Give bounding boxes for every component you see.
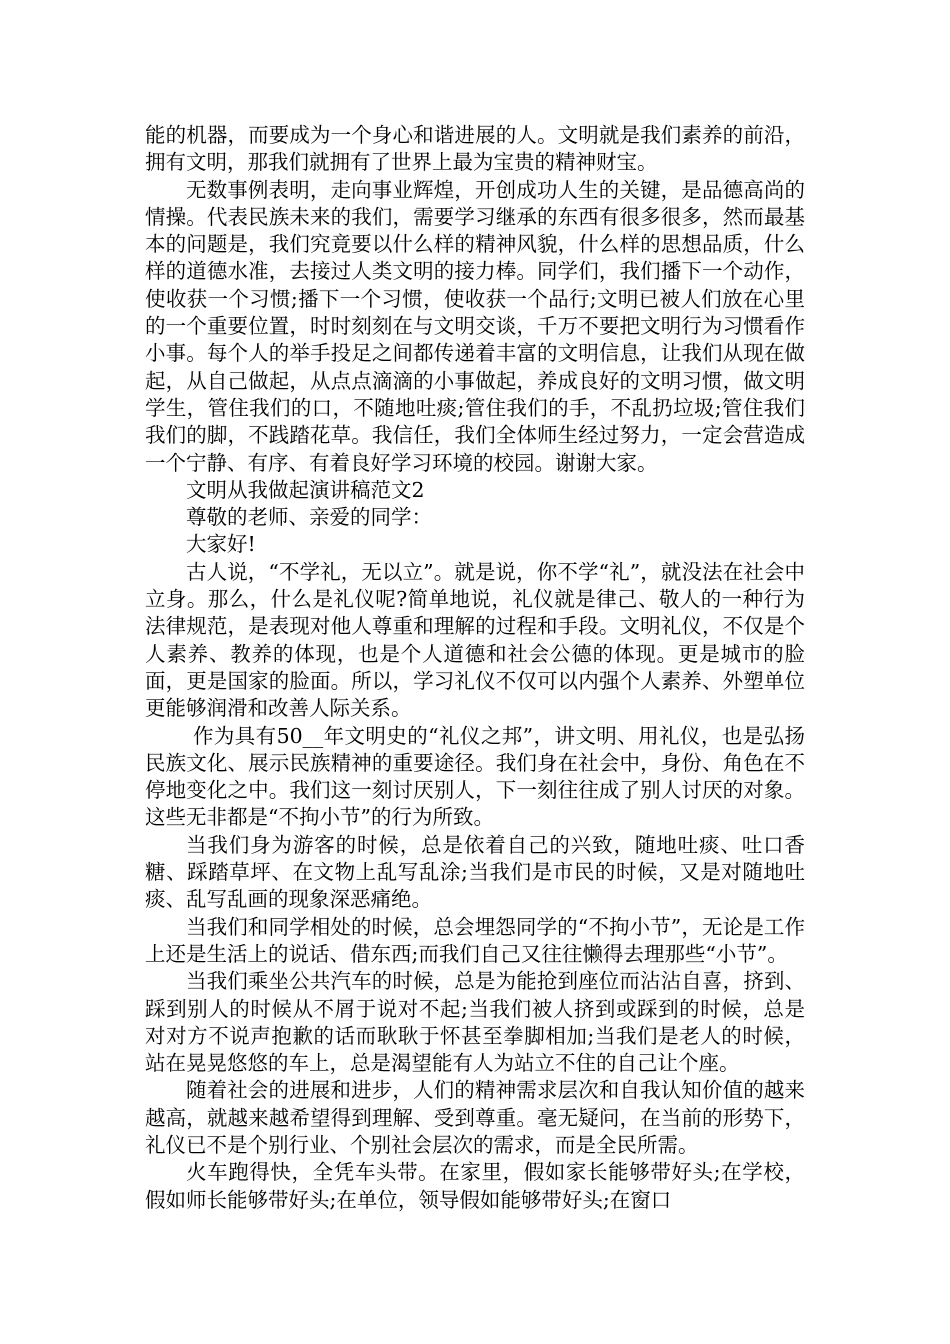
paragraph: 作为具有50__年文明史的“礼仪之邦”，讲文明、用礼仪，也是弘扬民族文化、展示民族精神的重要途径。我们身在社会中，身份、角色在不停地变化之中。我们这一刻讨厌别人，下一刻往往成了别人讨厌的对象。这些无非都是“不拘小节”的行为所致。 xyxy=(145,723,805,830)
paragraph: 当我们身为游客的时候，总是依着自己的兴致，随地吐痰、吐口香糖、踩踏草坪、在文物上乱写乱涂;当我们是市民的时候，又是对随地吐痰、乱写乱画的现象深恶痛绝。 xyxy=(145,832,805,912)
paragraph: 当我们和同学相处的时候，总会埋怨同学的“不拘小节”，无论是工作上还是生活上的说话、借东西;而我们自己又往往懒得去理那些“小节”。 xyxy=(145,914,805,966)
paragraph: 能的机器，而要成为一个身心和谐进展的人。文明就是我们素养的前沿，拥有文明，那我们就拥有了世界上最为宝贵的精神财宝。 xyxy=(145,123,805,175)
paragraph: 随着社会的进展和进步，人们的精神需求层次和自我认知价值的越来越高，就越来越希望得到理解、受到尊重。毫无疑问，在当前的形势下，礼仪已不是个别行业、个别社会层次的需求，而是全民所需。 xyxy=(145,1078,805,1157)
section-title: 文明从我做起演讲稿范文2 xyxy=(186,477,425,502)
paragraph: 火车跑得快，全凭车头带。在家里，假如家长能够带好头;在学校，假如师长能够带好头;在单位，领导假如能够带好头;在窗口 xyxy=(145,1160,805,1212)
greeting: 大家好! xyxy=(186,532,256,557)
paragraph: 古人说，“不学礼，无以立”。就是说，你不学“礼”，就没法在社会中立身。那么，什么是礼仪呢?简单地说，礼仪就是律己、敬人的一种行为法律规范，是表现对他人尊重和理解的过程和手段。文明礼仪，不仅是个人素养、教养的体现，也是个人道德和社会公德的体现。更是城市的脸面，更是国家的脸面。所以，学习礼仪不仅可以内强个人素养、外塑单位更能够润滑和改善人际关系。 xyxy=(145,559,805,721)
paragraph: 无数事例表明，走向事业辉煌，开创成功人生的关键，是品德高尚的情操。代表民族未来的我们，需要学习继承的东西有很多很多，然而最基本的问题是，我们究竟要以什么样的精神风貌，什么样的思想品质，什么样的道德水准，去接过人类文明的接力棒。同学们，我们播下一个动作，使收获一个习惯;播下一个习惯，使收获一个品行;文明已被人们放在心里的一个重要位置，时时刻刻在与文明交谈，千万不要把文明行为习惯看作小事。每个人的举手投足之间都传递着丰富的文明信息，让我们从现在做起，从自己做起，从点点滴滴的小事做起，养成良好的文明习惯，做文明学生，管住我们的口，不随地吐痰;管住我们的手，不乱扔垃圾;管住我们我们的脚，不践踏花草。我信任，我们全体师生经过努力，一定会营造成一个宁静、有序、有着良好学习环境的校园。谢谢大家。 xyxy=(145,177,805,475)
document-page xyxy=(145,122,805,1214)
paragraph: 当我们乘坐公共汽车的时候，总是为能抢到座位而沾沾自喜，挤到、踩到别人的时候从不屑于说对不起;当我们被人挤到或踩到的时候，总是对对方不说声抱歉的话而耿耿于怀甚至拳脚相加;当我们是老人的时候，站在晃晃悠悠的车上，总是渴望能有人为站立不住的自己让个座。 xyxy=(145,969,805,1076)
salutation: 尊敬的老师、亲爱的同学： xyxy=(186,505,432,530)
